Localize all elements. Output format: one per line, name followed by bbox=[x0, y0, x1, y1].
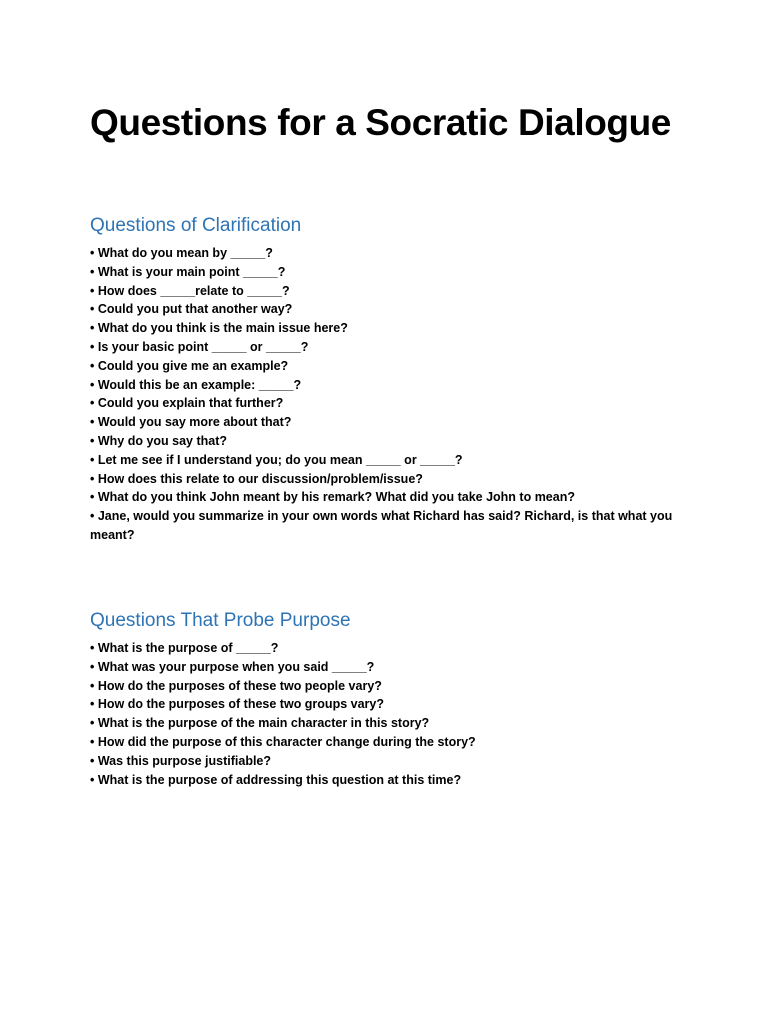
question-item: • Could you explain that further? bbox=[90, 396, 284, 411]
question-item: • What do you think is the main issue here? bbox=[90, 321, 348, 336]
purpose-question-list bbox=[90, 639, 690, 789]
question-item: • What do you think John meant by his remark? What did you take John to mean? bbox=[90, 490, 575, 505]
question-item: • What is the purpose of the main character in this story? bbox=[90, 716, 430, 731]
page-title: Questions for a Socratic Dialogue bbox=[90, 102, 671, 143]
question-item: • How do the purposes of these two people vary? bbox=[90, 678, 382, 693]
question-item: • How did the purpose of this character change during the story? bbox=[90, 734, 476, 749]
question-item: • What was your purpose when you said _____? bbox=[90, 659, 375, 674]
section-heading-clarification: Questions of Clarification bbox=[90, 215, 302, 236]
question-item: • What is your main point _____? bbox=[90, 264, 286, 279]
question-item: • Could you give me an example? bbox=[90, 358, 289, 373]
section-purpose bbox=[90, 607, 690, 789]
question-item: • Jane, would you summarize in your own words what Richard has said? Richard, is that what you meant? bbox=[90, 509, 673, 542]
question-item: • Was this purpose justifiable? bbox=[90, 753, 272, 768]
clarification-question-list bbox=[90, 244, 690, 545]
question-item: • How does this relate to our discussion/problem/issue? bbox=[90, 471, 423, 486]
question-item: • Would you say more about that? bbox=[90, 415, 292, 430]
question-item: • Could you put that another way? bbox=[90, 302, 293, 317]
question-item: • What is the purpose of addressing this question at this time? bbox=[90, 772, 462, 787]
section-heading-purpose: Questions That Probe Purpose bbox=[90, 610, 351, 631]
question-item: • Let me see if I understand you; do you mean _____ or _____? bbox=[90, 452, 463, 467]
question-item: • Why do you say that? bbox=[90, 433, 228, 448]
section-clarification bbox=[90, 212, 690, 545]
question-item: • What do you mean by _____? bbox=[90, 246, 273, 260]
question-item: • How do the purposes of these two groups vary? bbox=[90, 697, 384, 712]
question-item: • What is the purpose of _____? bbox=[90, 641, 279, 655]
question-item: • How does _____relate to _____? bbox=[90, 283, 290, 298]
question-item: • Would this be an example: _____? bbox=[90, 377, 302, 392]
question-item: • Is your basic point _____ or _____? bbox=[90, 339, 309, 354]
